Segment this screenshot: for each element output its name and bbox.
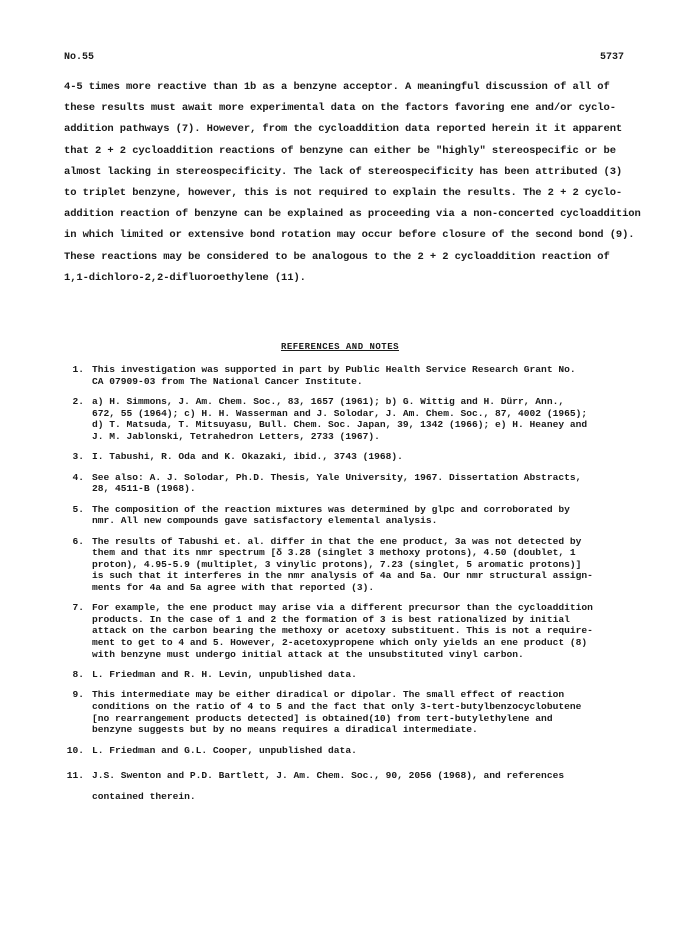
reference-number: 9. [72, 689, 84, 701]
reference-line: [no rearrangement products detected] is obtained(10) from tert-butylethylene and [92, 712, 553, 724]
reference-line: with benzyne must undergo initial attack at the unsubstituted vinyl carbon. [92, 648, 524, 660]
reference-number: 5. [72, 503, 84, 515]
reference-line: See also: A. J. Solodar, Ph.D. Thesis, Yale University, 1967. Dissertation Abstracts, [92, 471, 582, 483]
reference-number: 2. [72, 395, 84, 407]
reference-line: I. Tabushi, R. Oda and K. Okazaki, ibid., 3743 (1968). [92, 451, 403, 463]
reference-item [32, 396, 622, 442]
body-line: 4-5 times more reactive than 1b as a benzyne acceptor. A meaningful discussion of all of [64, 81, 610, 93]
reference-line: 28, 4511-B (1968). [92, 483, 196, 495]
body-line: addition reaction of benzyne can be explained as proceeding via a non-concerted cycloaddition [64, 208, 641, 221]
journal-issue-number: No.55 [64, 52, 95, 63]
reference-number: 8. [72, 669, 84, 681]
reference-item [32, 745, 622, 757]
references-heading: REFERENCES AND NOTES [280, 342, 400, 352]
reference-number: 6. [72, 535, 84, 547]
reference-line: benzyne suggests but by no means requires a diradical intermediate. [92, 724, 478, 736]
body-line: addition pathways (7). However, from the cycloaddition data reported herein it it apparent [64, 123, 623, 136]
reference-number: 1. [72, 364, 84, 375]
reference-number: 11. [66, 770, 84, 781]
reference-line: ments for 4a and 5a agree with that reported (3). [92, 581, 375, 593]
reference-line: J.S. Swenton and P.D. Bartlett, J. Am. Chem. Soc., 90, 2056 (1968), and references [92, 770, 565, 781]
reference-number: 7. [72, 602, 84, 614]
reference-line: CA 07909-03 from The National Cancer Institute. [92, 375, 363, 387]
body-line: these results must await more experimental data on the factors favoring ene and/or cyclo- [64, 102, 616, 115]
page-number: 5737 [599, 52, 624, 63]
reference-line: For example, the ene product may arise via a different precursor than the cycloaddition [92, 602, 593, 614]
body-line: that 2 + 2 cycloaddition reactions of benzyne can either be "highly" stereospecific or be [64, 144, 616, 157]
reference-line: contained therein. [92, 791, 196, 802]
reference-line: J. M. Jablonski, Tetrahedron Letters, 2733 (1967). [92, 430, 380, 442]
reference-line: ment to get to 4 and 5. However, 2-acetoxypropene which only yields an ene product (8) [92, 637, 588, 649]
body-paragraph [64, 77, 641, 289]
reference-item [32, 536, 622, 594]
reference-item [32, 689, 622, 735]
reference-line: a) H. Simmons, J. Am. Chem. Soc., 83, 1657 (1961); b) G. Wittig and H. Dürr, Ann., [92, 395, 565, 407]
reference-item [32, 765, 622, 807]
reference-item [32, 504, 622, 527]
body-line: almost lacking in stereospecificity. The lack of stereospecificity has been attributed (3) [64, 165, 623, 178]
reference-line: L. Friedman and R. H. Levin, unpublished data. [92, 669, 357, 681]
reference-number: 4. [72, 471, 84, 483]
body-line: in which limited or extensive bond rotation may occur before closure of the second bond (9). [64, 229, 635, 242]
reference-item [32, 472, 622, 495]
reference-line: The composition of the reaction mixtures was determined by glpc and corroborated by [92, 503, 570, 515]
reference-line: This intermediate may be either diradical or dipolar. The small effect of reaction [92, 689, 565, 701]
reference-item [32, 602, 622, 660]
reference-line: proton), 4.95-5.9 (multiplet, 3 vinylic protons), 7.23 (singlet, 5 aromatic protons)] [92, 558, 582, 570]
body-line: to triplet benzyne, however, this is not required to explain the results. The 2 + 2 cyclo- [64, 187, 623, 200]
reference-number: 3. [72, 451, 84, 463]
reference-line: 672, 55 (1964); c) H. H. Wasserman and J. Solodar, J. Am. Chem. Soc., 87, 4002 (1965); [92, 407, 588, 419]
body-line: These reactions may be considered to be analogous to the 2 + 2 cycloaddition reaction of [64, 250, 610, 263]
reference-line: them and that its nmr spectrum [δ 3.28 (singlet 3 methoxy protons), 4.50 (doublet, 1 [92, 547, 576, 559]
reference-line: L. Friedman and G.L. Cooper, unpublished data. [92, 744, 357, 756]
reference-line: products. In the case of 1 and 2 the formation of 3 is best rationalized by initial [92, 613, 570, 625]
reference-number: 10. [66, 744, 84, 756]
reference-item [32, 451, 622, 463]
references-list [32, 364, 622, 816]
reference-line: nmr. All new compounds gave satisfactory elemental analysis. [92, 515, 438, 527]
reference-line: This investigation was supported in part by Public Health Service Research Grant No. [92, 364, 576, 375]
reference-line: d) T. Matsuda, T. Mitsuyasu, Bull. Chem. Soc. Japan, 39, 1342 (1966); e) H. Heaney and [92, 419, 588, 431]
reference-line: conditions on the ratio of 4 to 5 and the fact that only 3-tert-butylbenzocyclobutene [92, 701, 582, 713]
reference-line: is such that it interferes in the nmr analysis of 4a and 5a. Our nmr structural assign- [92, 570, 593, 582]
reference-line: The results of Tabushi et. al. differ in that the ene product, 3a was not detected by [92, 535, 582, 547]
reference-item [32, 364, 622, 387]
reference-line: attack on the carbon bearing the methoxy or acetoxy substituent. This is not a require- [92, 625, 593, 637]
body-line: 1,1-dichloro-2,2-difluoroethylene (11). [64, 271, 306, 284]
reference-item [32, 669, 622, 681]
